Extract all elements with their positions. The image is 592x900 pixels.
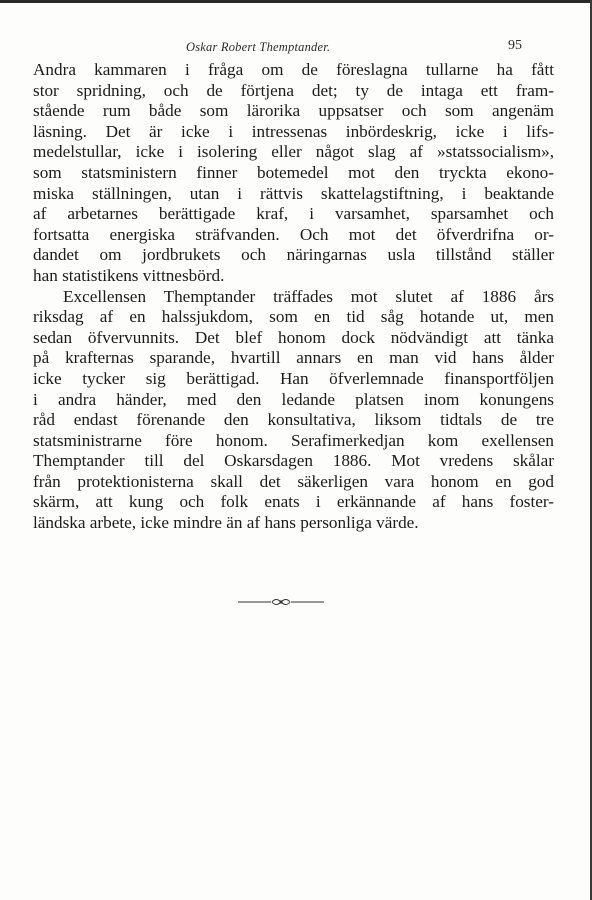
text-line: från protektionisterna skall det säkerligen vara honom en god: [33, 471, 554, 491]
text-line: riksdag af en halssjukdom, som en tid såg hotande ut, men: [33, 307, 554, 327]
running-head: Oskar Robert Themptander.: [186, 40, 331, 54]
text-line: som statsministern finner botemedel mot den tryckta ekono-: [33, 162, 554, 182]
top-rule: [0, 0, 592, 3]
text-line: skärm, att kung och folk enats i erkännande af hans foster-: [33, 492, 554, 512]
text-line: fortsatta energiska sträfvanden. Och mot det öfverdrifna or-: [33, 224, 554, 244]
page-number: 95: [508, 38, 522, 53]
text-line: i andra händer, med den ledande platsen inom konungens: [33, 389, 554, 409]
text-line: Themptander till del Oskarsdagen 1886. Mot vredens skålar: [33, 451, 554, 471]
ornament-divider-icon: [238, 596, 324, 608]
text-line: statsministrarne före honom. Serafimerkedjan kom exellensen: [33, 430, 554, 450]
text-line: miska ställningen, utan i rättvis skattelagstiftning, i beaktande: [33, 183, 554, 203]
body-text: [33, 60, 554, 534]
text-line: han statistikens vittnesbörd.: [33, 265, 225, 285]
paragraph-2: [33, 287, 554, 534]
text-line: icke tycker sig berättigad. Han öfverlemnade finansportföljen: [33, 368, 554, 388]
text-line: stående rum både som lärorika uppsatser och som angenäm: [33, 101, 554, 121]
text-line: på krafternas sparande, hvartill annars en man vid hans ålder: [33, 348, 554, 368]
paragraph-1: [33, 60, 554, 287]
text-line: stor spridning, och de förtjena det; ty de intaga ett fram-: [33, 80, 554, 100]
text-line: Excellensen Themptander träffades mot slutet af 1886 års: [63, 286, 554, 306]
text-line: sedan öfvervunnits. Det blef honom dock nödvändigt att tänka: [33, 327, 554, 347]
text-line: ländska arbete, icke mindre än af hans personliga värde.: [33, 513, 419, 533]
text-line: af arbetarnes berättigade kraf, i varsamhet, sparsamhet och: [33, 204, 554, 224]
text-line: dandet om jordbrukets och näringarnas usla tillstånd ställer: [33, 245, 554, 265]
text-line: medelstullar, icke i isolering eller något slag af »statssocialism»,: [33, 142, 554, 162]
text-line: Andra kammaren i fråga om de föreslagna tullarne ha fått: [33, 60, 554, 79]
text-line: råd endast förenande den konsultativa, liksom tidtals de tre: [33, 410, 554, 430]
text-line: läsning. Det är icke i intressenas inbördeskrig, icke i lifs-: [33, 121, 554, 141]
